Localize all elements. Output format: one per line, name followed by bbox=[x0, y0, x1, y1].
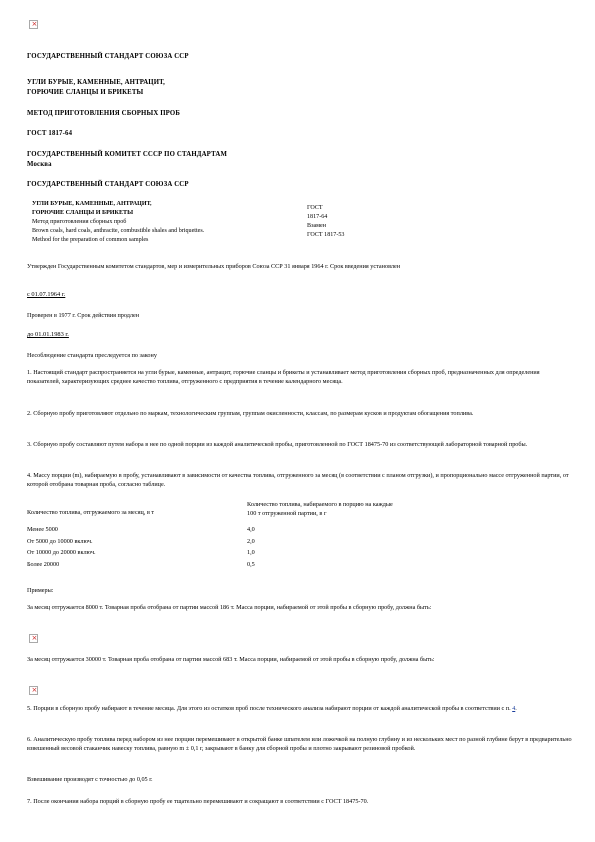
paragraph-4: 4. Массу порции (m), набираемую в пробу, устанавливают в зависимости от качества топлива, отгруженного за месяц (в соответствии с планом отгрузки), и пропорционально массе отгруженной партии, от которой отобрана товарная проба, согласно таблице. bbox=[27, 472, 569, 489]
portion-table bbox=[27, 500, 393, 571]
title-line-1: УГЛИ БУРЫЕ, КАМЕННЫЕ, АНТРАЦИТ, bbox=[27, 79, 165, 86]
formula-image-icon: × bbox=[29, 634, 38, 643]
paragraph-1: 1. Настоящий стандарт распространяется на угли бурые, каменные, антрацит, горючие сланцы и брикеты и устанавливает метод приготовления сборных проб, предназначенных для определения показателей, характеризующих среднее качество топлива, отгруженного с предприятия в течение календарного месяца. bbox=[27, 369, 540, 386]
law-notice: Несоблюдение стандарта преследуется по закону bbox=[27, 352, 157, 359]
date-introduced: с 01.07.1964 г. bbox=[27, 291, 66, 298]
approval-text: Утвержден Государственным комитетом стандартов, мер и измерительных приборов Союза ССР 31 января 1964 г. Срок введения установлен bbox=[27, 263, 401, 270]
weighing-note: Взвешивание производят с точностью до 0,05 г. bbox=[27, 776, 153, 783]
title-line-2: ГОРЮЧИЕ СЛАНЦЫ И БРИКЕТЫ bbox=[27, 89, 144, 96]
paragraph-5-text: 5. Порции в сборную пробу набирают в течение месяца. Для этого из остатков проб после технического анализа набирают порции от каждой аналитической пробы в соответствии с п. bbox=[27, 705, 513, 712]
gost-number: ГОСТ 1817-64 bbox=[27, 130, 73, 137]
table-row bbox=[27, 525, 393, 537]
paragraph-7: 7. После окончания набора порций в сборную пробу ее тщательно перемешивают и сокращают в соответствии с ГОСТ 18475-70. bbox=[27, 798, 369, 805]
title-block-line-2: ГОРЮЧИЕ СЛАНЦЫ И БРИКЕТЫ bbox=[32, 210, 134, 216]
table-cell-portion: 2,0 bbox=[247, 537, 255, 545]
title-block-line-3: Метод приготовления сборных проб bbox=[32, 219, 127, 225]
paragraph-5-end: . bbox=[515, 705, 517, 712]
table-cell-portion: 4,0 bbox=[247, 526, 255, 533]
paragraph-3: 3. Сборную пробу составляют путем набора в нее по одной порции из каждой аналитической пробы, приготовленной по ГОСТ 18475-70 из соответствующей лабораторной товарной пробы. bbox=[27, 441, 528, 448]
example-1: За месяц отгружается 8000 т. Товарная проба отобрана от партии массой 186 т. Масса порции, набираемой от этой пробы в сборную пробу, должна быть: bbox=[27, 604, 432, 611]
table-row bbox=[27, 560, 393, 572]
paragraph-2: 2. Сборную пробу приготовляют отдельно по маркам, технологическим группам, группам окисленности, классам, по размерам кусков и продуктам обогащения топлива. bbox=[27, 410, 474, 417]
paragraph-4-link[interactable]: 4 bbox=[512, 705, 516, 712]
title-block-line-4: Brown coals, hard coals, anthracite, combustible shales and briquettes. bbox=[32, 228, 205, 234]
title-block-old-gost: ГОСТ 1817-53 bbox=[307, 232, 345, 238]
header-standard-union: ГОСУДАРСТВЕННЫЙ СТАНДАРТ СОЮЗА ССР bbox=[27, 53, 189, 60]
table-cell-qty: Более 20000 bbox=[27, 560, 60, 568]
table-cell-qty: Менее 5000 bbox=[27, 526, 58, 533]
broken-image-icon: × bbox=[29, 20, 38, 29]
checked-text: Проверен в 1977 г. Срок действия продлен bbox=[27, 312, 140, 319]
table-header-qty: Количество топлива, отгружаемого за месяц, в т bbox=[27, 509, 155, 516]
examples-label: Примеры: bbox=[27, 587, 54, 594]
title-block-line-5: Method for the preparation of common samples bbox=[32, 237, 149, 243]
table-cell-portion: 1,0 bbox=[247, 549, 255, 557]
table-header-portion-line-1: Количество топлива, набираемого в порцию на каждые bbox=[247, 501, 393, 508]
committee-name: ГОСУДАРСТВЕННЫЙ КОМИТЕТ СССР ПО СТАНДАРТАМ bbox=[27, 151, 228, 158]
table-cell-qty: От 5000 до 10000 включ. bbox=[27, 537, 93, 545]
example-2: За месяц отгружается 30000 т. Товарная проба отобрана от партии массой 683 т. Масса порции, набираемой от этой пробы в сборную пробу, должна быть: bbox=[27, 656, 435, 663]
header-standard-union-2: ГОСУДАРСТВЕННЫЙ СТАНДАРТ СОЮЗА ССР bbox=[27, 181, 189, 188]
city-name: Москва bbox=[27, 161, 52, 168]
date-extended: до 01.01.1983 г. bbox=[27, 331, 69, 338]
table-header-portion-line-2: 100 т отгруженной партии, в г bbox=[247, 510, 327, 518]
paragraph-5 bbox=[27, 704, 572, 713]
title-block-replaces: Взамен bbox=[307, 223, 326, 229]
table-row bbox=[27, 548, 393, 560]
title-block-number: 1817-64 bbox=[307, 214, 328, 220]
table-cell-portion: 0,5 bbox=[247, 560, 255, 568]
formula-image-icon: × bbox=[29, 686, 38, 695]
method-title: МЕТОД ПРИГОТОВЛЕНИЯ СБОРНЫХ ПРОБ bbox=[27, 110, 181, 117]
table-cell-qty: От 10000 до 20000 включ. bbox=[27, 549, 96, 557]
title-block-gost: ГОСТ bbox=[307, 205, 323, 211]
table-header-row bbox=[27, 500, 393, 525]
table-header-portion bbox=[247, 500, 393, 525]
title-block-line-1: УГЛИ БУРЫЕ, КАМЕННЫЕ, АНТРАЦИТ, bbox=[32, 201, 152, 207]
table-row bbox=[27, 537, 393, 549]
paragraph-6: 6. Аналитическую пробу топлива перед набором из нее порции перемешивают в открытой банке шпателем или ложечкой на полную глубину и из нескольких мест по разной глубине берут в предварительно взвешенный весовой стаканчик навеску топлива, равную m ± 0,1 г, закрывают в банку для сборной пробы и плотно закрывают резиновой пробкой. bbox=[27, 736, 572, 753]
